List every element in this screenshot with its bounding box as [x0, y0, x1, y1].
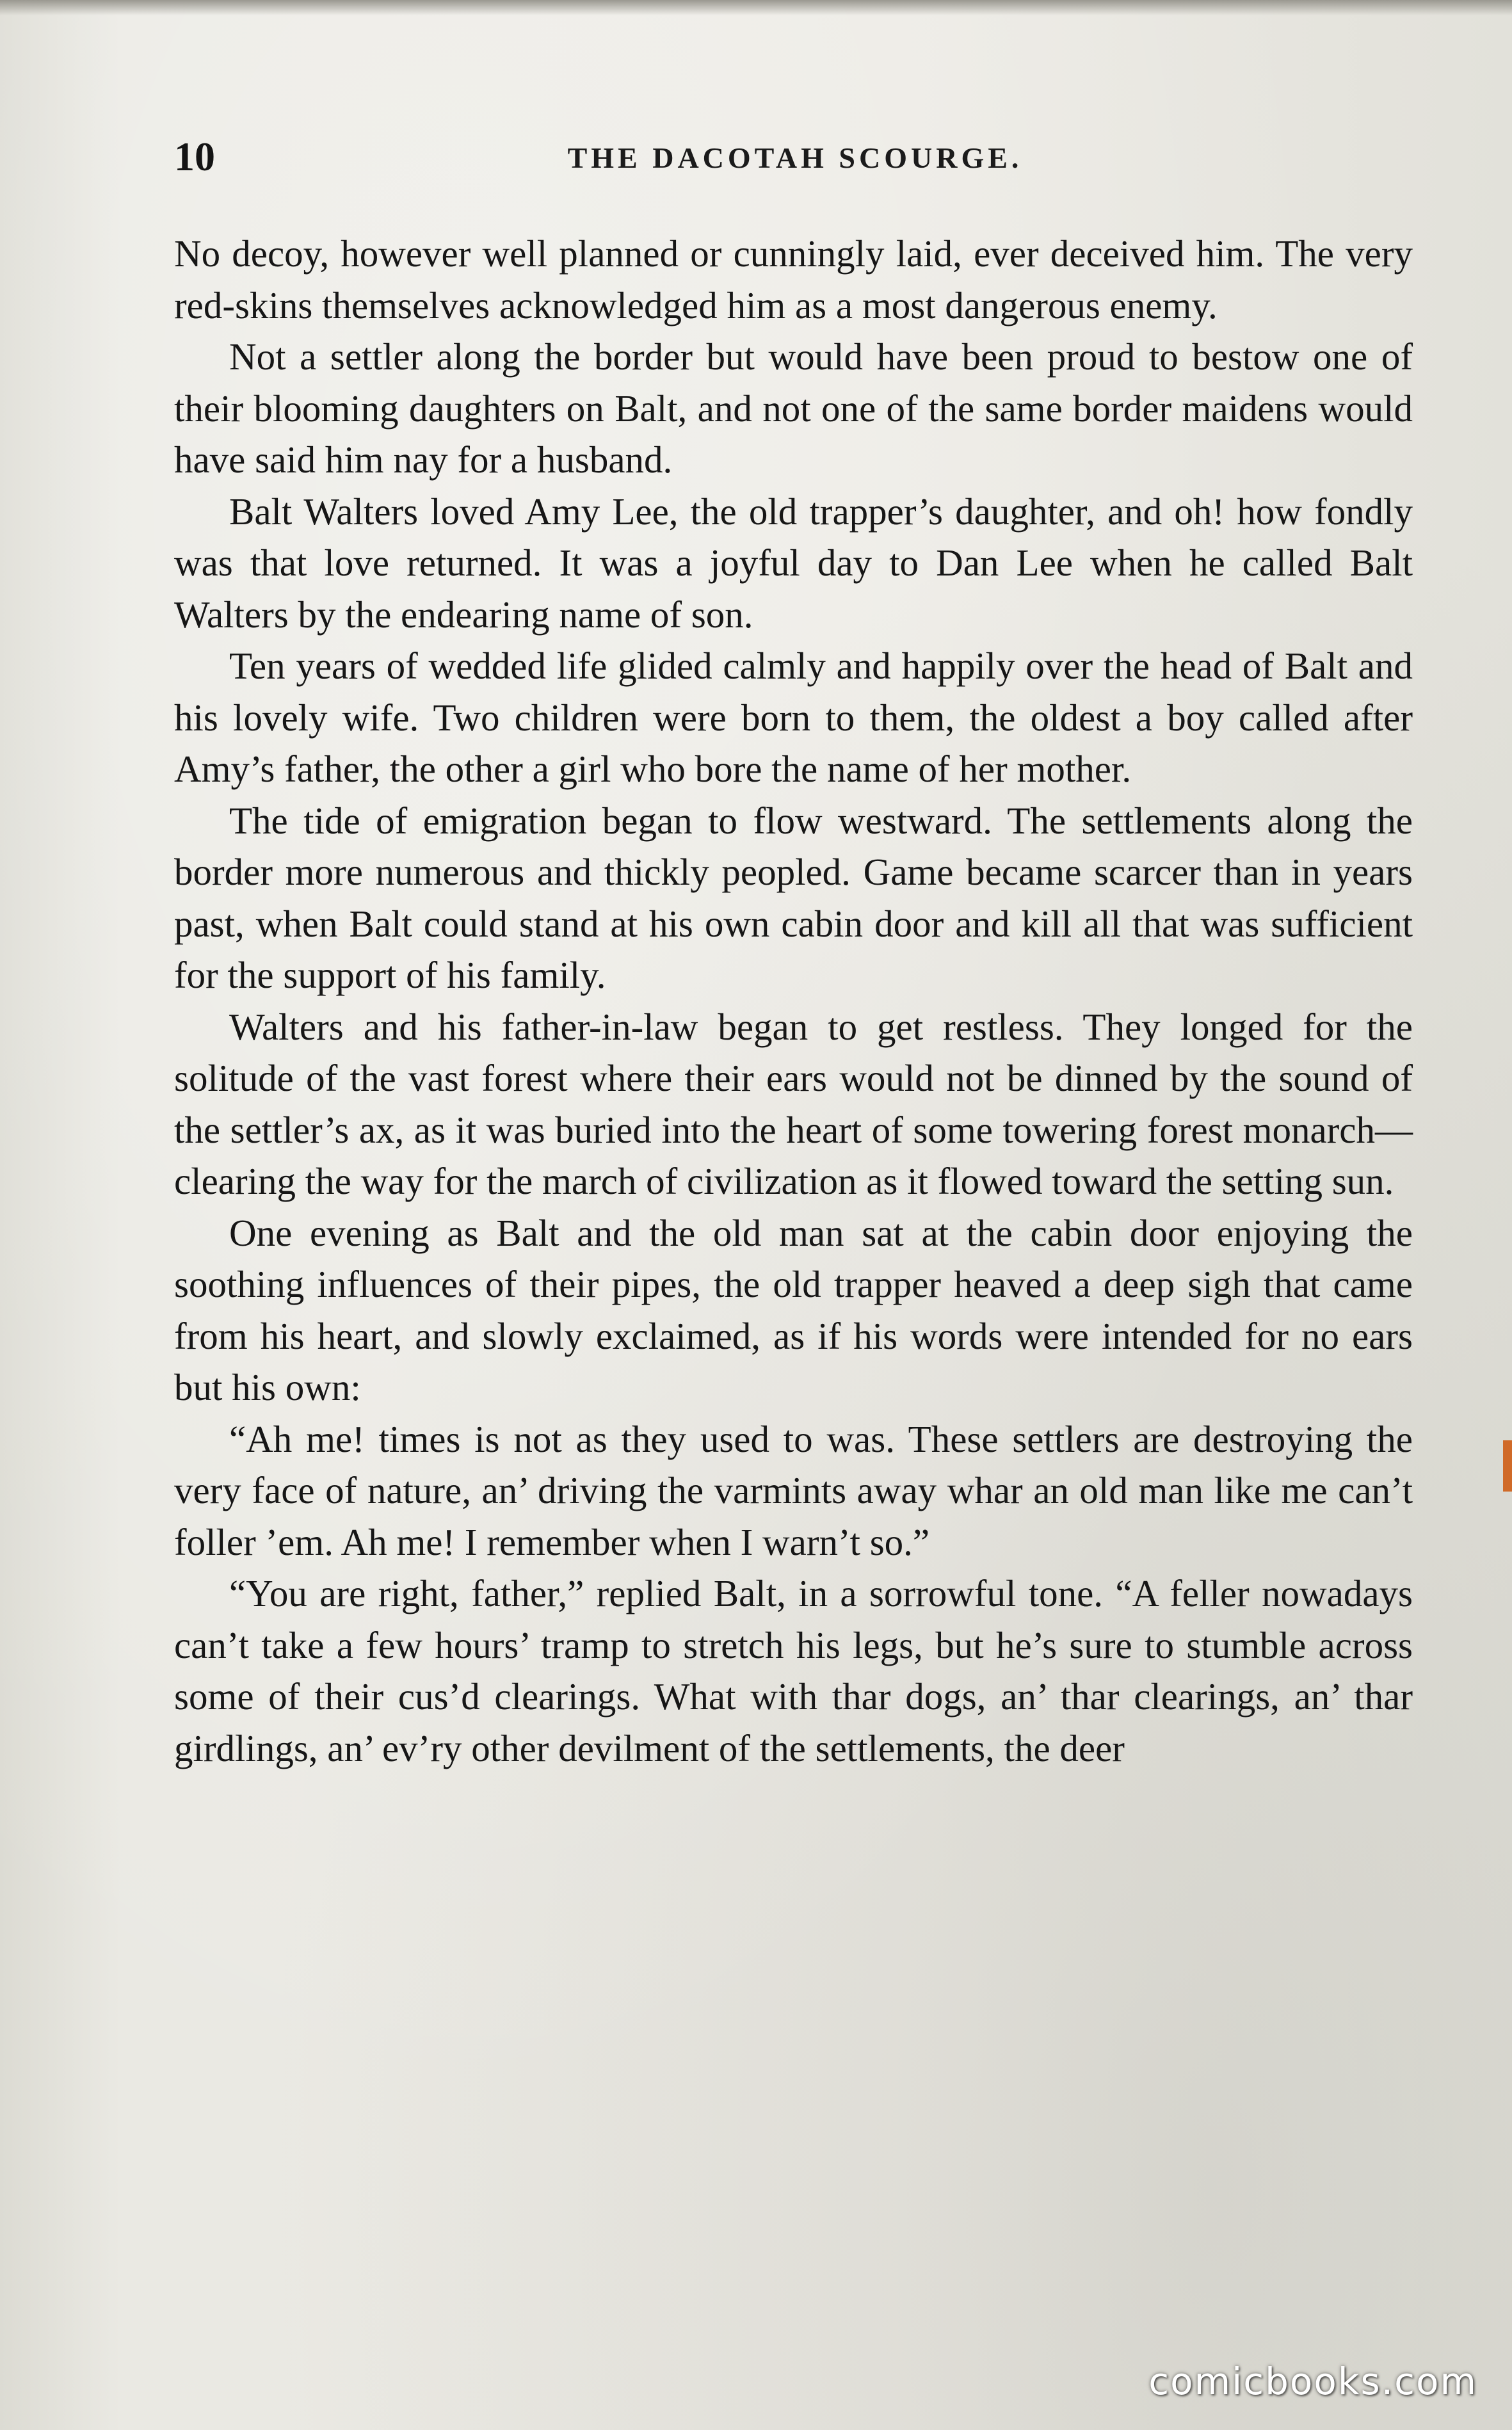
- running-head: [174, 128, 1416, 186]
- paragraph-4: Ten years of wedded life glided calmly and happily over the head of Balt and his lovely wife. Two children were born to them, the oldest a boy called after Amy’s father, the other a girl who bore the name of her mother.: [174, 645, 1413, 790]
- paragraph-2: Not a settler along the border but would have been proud to bestow one of their blooming daughters on Balt, and not one of the same border maidens would have said him nay for a husband.: [174, 335, 1413, 481]
- page-top-edge-shadow: [0, 0, 1512, 15]
- paragraph-3: Balt Walters loved Amy Lee, the old trapper’s daughter, and oh! how fondly was that love returned. It was a joyful day to Dan Lee when he called Balt Walters by the endearing name of son.: [174, 490, 1413, 636]
- paragraph-8: “Ah me! times is not as they used to was. These settlers are destroying the very face of nature, an’ driving the varmints away whar an old man like me can’t foller ’em. Ah me! I remember when I warn’t so.”: [174, 1417, 1413, 1563]
- paragraph-1: No decoy, however well planned or cunningly laid, ever deceived him. The very red-skins themselves acknowledged him as a most dangerous enemy.: [174, 232, 1413, 326]
- page-edge-tear: [1503, 1440, 1512, 1492]
- running-title: THE DACOTAH SCOURGE.: [567, 141, 1023, 174]
- paragraph-7: One evening as Balt and the old man sat at the cabin door enjoying the soothing influences of their pipes, the old trapper heaved a deep sigh that came from his heart, and slowly exclaimed, as if his words were intended for no ears but his own:: [174, 1211, 1413, 1408]
- paragraph-6: Walters and his father-in-law began to get restless. They longed for the solitude of the vast forest where their ears would not be dinned by the sound of the settler’s ax, as it was buried into the heart of some towering forest monarch—clearing the way for the march of civilization as it flowed toward the setting sun.: [174, 1005, 1413, 1202]
- paragraph-5: The tide of emigration began to flow westward. The settlements along the border more numerous and thickly peopled. Game became scarcer than in years past, when Balt could stand at his own cabin door and kill all that was sufficient for the support of his family.: [174, 799, 1413, 996]
- paragraph-9: “You are right, father,” replied Balt, in a sorrowful tone. “A feller nowadays can’t take a few hours’ tramp to stretch his legs, but he’s sure to stumble across some of their cus’d clearings. What with thar dogs, an’ thar clearings, an’ thar girdlings, an’ ev’ry other devilment of the settlements, the deer: [174, 1572, 1413, 1769]
- body-text: [174, 228, 1413, 1774]
- page-number: 10: [174, 134, 215, 179]
- watermark-text: comicbooks.com: [1148, 2360, 1477, 2403]
